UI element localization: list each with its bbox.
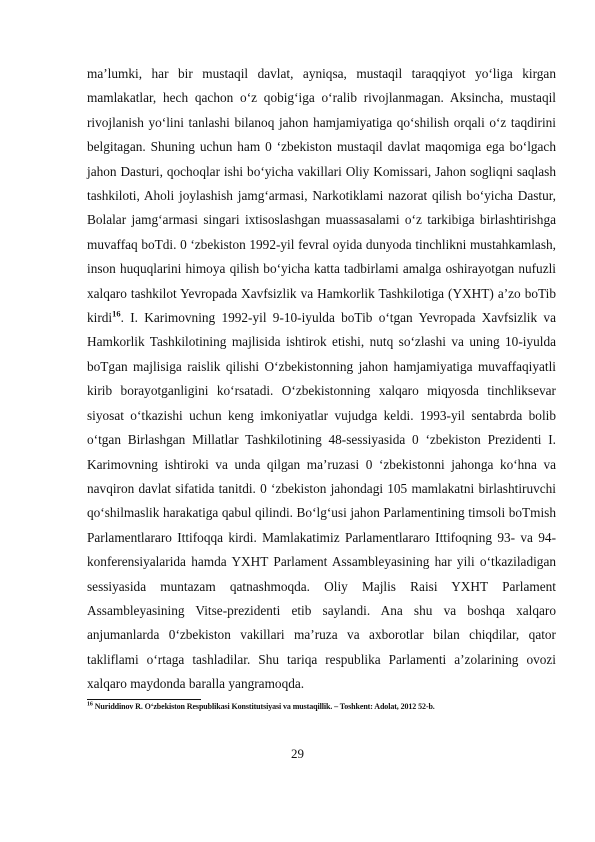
footnote-reference[interactable]: 16 xyxy=(112,308,121,319)
paragraph-text-part-2: . I. Karimovning 1992-yil 9-10-iyulda boTib o‘tgan Yevropada Xavfsizlik va Hamkorlik Tashkilotining majlisida ishtirok etishi, nutq so‘zlashi va uning 10-iyulda boTgan majlisiga raislik qilishi O‘zbekistonning jahon hamjamiyatiga muvaffaqiyatli kirib borayotganligini ko‘rsatadi. O‘zbekistonning xalqaro miqyosda tinchliksevar siyosat o‘tkazishi uchun keng imkoniyatlar vujudga keldi. 1993-yil sentabrda bolib o‘tgan Birlashgan Millatlar Tashkilotining 48-sessiyasida 0 ‘zbekiston Prezidenti I. Karimovning ishtiroki va unda qilgan ma’ruzasi 0 ‘zbekistonni jahonga ko‘hna va navqiron davlat sifatida tanitdi. 0 ‘zbekiston jahondagi 105 mamlakatni birlashtiruvchi qo‘shilmaslik harakatiga qabul qilindi. Bo‘lg‘usi jahon Parlamentining timsoli boTmish Parlamentlararo Ittifoqqa kirdi. Mamlakatimiz Parlamentlararo Ittifoqning 93- va 94-konferensiyalarida hamda YXHT Parlament Assambleyasining har yili o‘tkaziladigan sessiyasida muntazam qatnashmoqda. Oliy Majlis Raisi YXHT Parlament Assambleyasining Vitse-prezidenti etib saylandi. Ana shu va boshqa xalqaro anjumanlarda 0‘zbekiston vakillari ma’ruza va axborotlar bilan chiqdilar, qator takliflami o‘rtaga tashladilar. Shu tariqa respublika Parlamenti a’zolarining ovozi xalqaro maydonda baralla yangramoqda. xyxy=(87,310,556,692)
body-paragraph xyxy=(87,62,556,697)
page-number: 29 xyxy=(291,746,304,761)
document-page xyxy=(87,62,556,713)
footnote-text: Nuriddinov R. O‘zbekiston Respublikasi Konstitutsiyasi va mustaqillik. – Toshkent: Adolat, 2012 52-b. xyxy=(92,701,435,711)
paragraph-text-part-1: ma’lumki, har bir mustaqil davlat, ayniqsa, mustaqil taraqqiyot yo‘liga kirgan mamlakatlar, hech qachon o‘z qobig‘iga o‘ralib rivojlanmagan. Aksincha, mustaqil rivojlanish yo‘lini tanlashi bilanoq jahon hamjamiyatiga qo‘shilish orqali o‘z taqdirini belgitagan. Shuning uchun ham 0 ‘zbekiston mustaqil davlat maqomiga ega bo‘lgach jahon Dasturi, qochoqlar ishi bo‘yicha vakillari Oliy Komissari, Jahon sogliqni saqlash tashkiloti, Aholi joylashish jamg‘armasi, Narkotiklami nazorat qilish bo‘yicha Dastur, Bolalar jamg‘armasi singari ixtisoslashgan muassasalami o‘z tarkibiga birlashtirishga muvaffaq boTdi. 0 ‘zbekiston 1992-yil fevral oyida dunyoda tinchlikni mustahkamlash, inson huquqlarini himoya qilish bo‘yicha katta tadbirlami amalga oshirayotgan nufuzli xalqaro tashkilot Yevropada Xavfsizlik va Hamkorlik Tashkilotiga (YXHT) a’zo boTib kirdi xyxy=(87,66,556,326)
footnote xyxy=(87,701,556,713)
footnote-number: 16 xyxy=(87,700,93,707)
footnote-separator xyxy=(87,699,201,700)
